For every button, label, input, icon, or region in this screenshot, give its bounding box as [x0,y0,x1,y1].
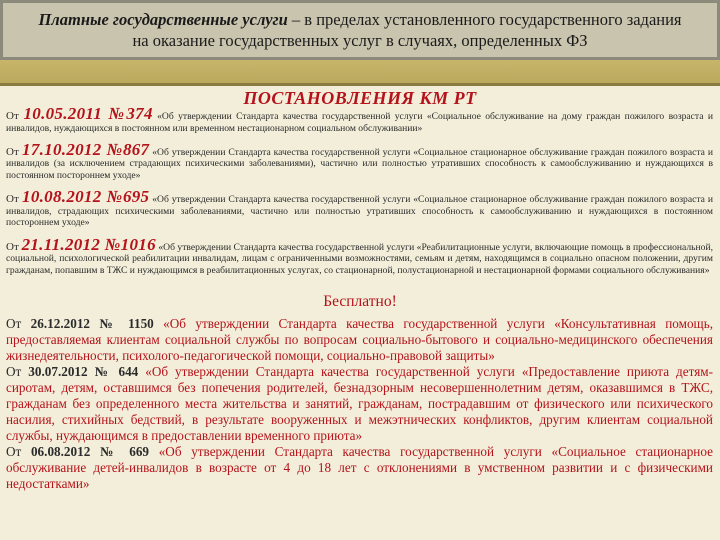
free-label: Бесплатно! [323,293,397,310]
free-decree-prefix: От [6,364,29,379]
free-decree-prefix: От [6,316,31,331]
decree-item [6,234,713,277]
decree-number: 17.10.2012 №867 [22,139,150,159]
slide-header [0,0,720,60]
decree-prefix: От [6,145,23,158]
decree-number: 10.05.2011 №374 [23,104,153,123]
gold-banner [0,60,720,86]
decree-number: 10.08.2012 №695 [22,187,150,207]
free-decree-item [6,444,713,492]
header-line-1 [3,9,717,30]
free-decree-item [6,364,713,444]
free-decree-prefix: От [6,444,31,459]
free-decree-text: «Об утверждении Стандарта качества государственной услуги «Консультативная помощь, предоставляемая клиентам социальной службы по вопросам социально-бытового и социально-медицинского обеспечения жизнедеятельности, психолого-педагогической помощи, социально-правовой защиты» [6,316,714,363]
decree-text: «Об утверждении Стандарта качества государственной услуги «Социальное обслуживание на дому граждан пожилого возраста и инвалидов, нуждающихся в постоянном или временном нестационарном социальном обслуживании» [6,111,713,134]
section-title: ПОСТАНОВЛЕНИЯ КМ РТ [243,88,477,108]
banner-rule [0,83,720,86]
decree-item [6,104,713,134]
free-decree-number: 26.12.2012 № 1150 [30,316,154,331]
header-italic-text: Платные государственные услуги [38,10,288,29]
decree-text: «Об утверждении Стандарта качества государственной услуги «Реабилитационные услуги, включающие помощь в профессиональной, социальной, психологической реабилитации инвалидам, лицам с ограниченными возможностями, семьям и детям, находящимся в социально опасном положении, другим гражданам, попавшим в ТЖС и нуждающимся в реабилитационных услугах, со стационарной, полустационарной и нестационарной формами социального обслуживания» [6,241,713,276]
free-decree-text: «Об утверждении Стандарта качества государственной услуги «Предоставление приюта детям-сиротам, детям, оставшимся без попечения родителей, безнадзорным несовершеннолетним детям, оказавшимся в ТЖС, гражданам без определенного места жительства и занятий, гражданам, пострадавшим от физического или психического насилия, стихийных бедствий, в результате вооруженных и межэтнических конфликтов, другим клиентам социальной службы, нуждающимся в предоставлении временного приюта» [6,364,713,443]
header-rest-text: – в пределах установленного государственного задания [287,10,682,29]
free-decree-number: 30.07.2012 № 644 [28,364,139,379]
free-decree-text: «Об утверждении Стандарта качества государственной услуги «Социальное стационарное обслуживание детей-инвалидов в возрасте от 4 до 18 лет с отклонениями в умственном развитии и с физическими недостатками» [6,444,713,491]
decree-text: «Об утверждении Стандарта качества государственной услуги «Социальное стационарное обслуживание граждан пожилого возраста и инвалидов (за исключением страдающих психическими заболеваниями), частично или полностью утративших способность к самообслуживанию и нуждающихся в постоянном постороннем уходе» [6,146,713,181]
free-decree-number: 06.08.2012 № 669 [30,444,150,459]
decree-number: 21.11.2012 №1016 [21,234,156,254]
decree-list [6,104,713,280]
free-decree-list [6,316,713,492]
decree-item [6,187,713,229]
decree-prefix: От [6,193,23,206]
header-line-2: на оказание государственных услуг в случаях, определенных ФЗ [132,31,588,50]
free-decree-item [6,316,713,364]
decree-prefix: От [6,240,22,253]
decree-prefix: От [6,110,24,122]
decree-item [6,139,713,182]
decree-text: «Об утверждении Стандарта качества государственной услуги «Социальное стационарное обслуживание граждан пожилого возраста и инвалидов, страдающих психическими заболеваниями, частично или полностью утративших способность к самообслуживанию и нуждающихся в постоянном постороннем уходе» [6,194,713,229]
